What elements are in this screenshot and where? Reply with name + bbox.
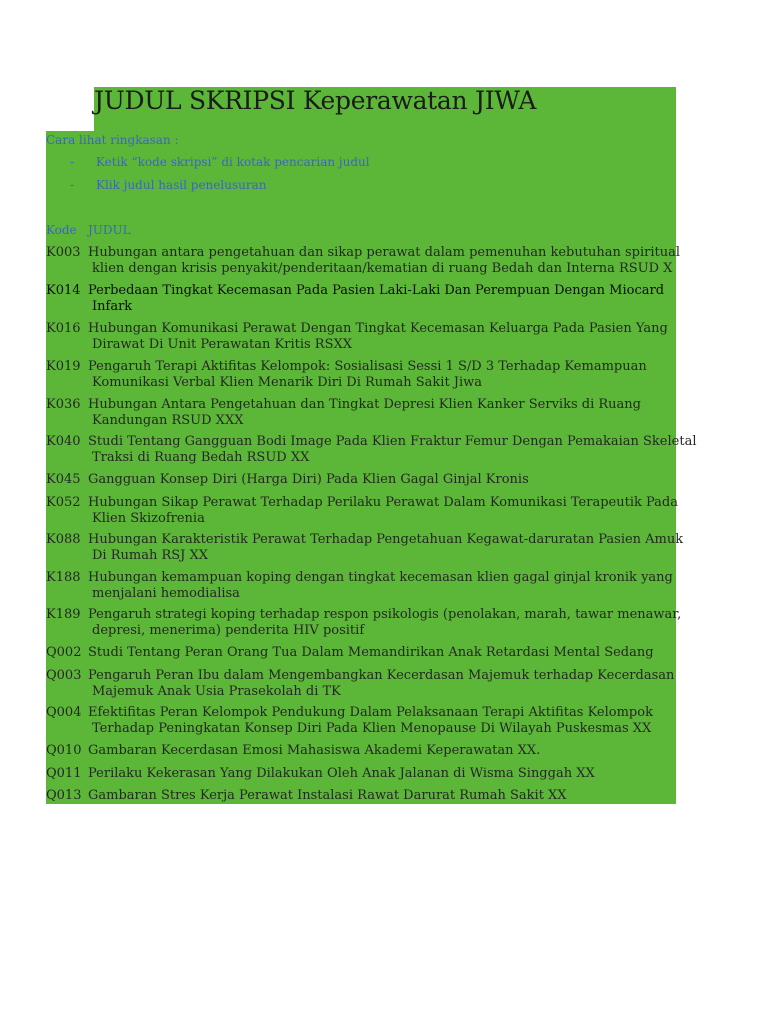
list-item[interactable]	[46, 705, 672, 736]
list-item[interactable]	[46, 570, 672, 601]
entry-title: Perilaku Kekerasan Yang Dilakukan Oleh Anak Jalanan di Wisma Singgah XX	[88, 766, 595, 781]
header-title: JUDUL	[88, 223, 131, 237]
entry-line2: Klien Skizofrenia	[92, 510, 205, 526]
list-item[interactable]	[46, 668, 675, 699]
entry-line2: klien dengan krisis penyakit/penderitaan/kematian di ruang Bedah dan Interna RSUD X	[92, 260, 673, 276]
entry-line2: Terhadap Peningkatan Konsep Diri Pada Klien Menopause Di Wilayah Puskesmas XX	[92, 720, 652, 736]
entry-line1	[46, 245, 680, 261]
list-item[interactable]	[46, 766, 672, 782]
instruction-step-text: Ketik “kode skripsi” di kotak pencarian judul	[96, 155, 370, 169]
entry-code: K003	[46, 245, 81, 260]
entry-code: K188	[46, 570, 81, 585]
entry-line1	[46, 283, 672, 299]
entry-title: Hubungan antara pengetahuan dan sikap perawat dalam pemenuhan kebutuhan spiritual	[88, 245, 680, 260]
entry-line2: Traksi di Ruang Bedah RSUD XX	[92, 449, 310, 465]
instruction-step: - Ketik “kode skripsi” di kotak pencarian judul	[70, 155, 370, 169]
list-item[interactable]	[46, 321, 672, 352]
entry-code: Q013	[46, 788, 82, 803]
instruction-step: - Klik judul hasil penelusuran	[70, 178, 267, 192]
entry-title: Gangguan Konsep Diri (Harga Diri) Pada Klien Gagal Ginjal Kronis	[88, 472, 529, 487]
entry-code: K014	[46, 283, 81, 298]
entry-line1	[46, 532, 684, 548]
entry-title: Efektifitas Peran Kelompok Pendukung Dalam Pelaksanaan Terapi Aktifitas Kelompok	[88, 705, 653, 720]
entry-code: Q003	[46, 668, 82, 683]
entry-title: Hubungan Antara Pengetahuan dan Tingkat Depresi Klien Kanker Serviks di Ruang	[88, 397, 641, 412]
entry-line1	[46, 495, 678, 511]
instruction-step-text: Klik judul hasil penelusuran	[96, 178, 267, 192]
list-item[interactable]	[46, 607, 682, 638]
entry-code: K019	[46, 359, 81, 374]
entry-line1	[46, 705, 672, 721]
table-header	[46, 223, 131, 237]
entry-line1	[46, 743, 672, 759]
entry-line2: depresi, menerima) penderita HIV positif	[92, 622, 365, 638]
entry-line1	[46, 472, 672, 488]
list-item[interactable]	[46, 245, 680, 276]
entry-title: Pengaruh strategi koping terhadap respon psikologis (penolakan, marah, tawar menawar,	[88, 607, 682, 622]
entry-line1	[46, 668, 675, 684]
entry-line2: Infark	[92, 298, 133, 314]
entry-line1	[46, 359, 672, 375]
list-item[interactable]	[46, 359, 672, 390]
entry-code: K088	[46, 532, 81, 547]
entry-line2: Komunikasi Verbal Klien Menarik Diri Di Rumah Sakit Jiwa	[92, 374, 483, 390]
list-item[interactable]	[46, 645, 672, 661]
list-item[interactable]	[46, 472, 672, 488]
entry-code: K045	[46, 472, 81, 487]
entry-line2: Kandungan RSUD XXX	[92, 412, 244, 428]
entry-line1	[46, 321, 672, 337]
entry-line2: Di Rumah RSJ XX	[92, 547, 209, 563]
entry-code: K052	[46, 495, 81, 510]
entry-title: Pengaruh Peran Ibu dalam Mengembangkan Kecerdasan Majemuk terhadap Kecerdasan	[88, 668, 675, 683]
list-item[interactable]	[46, 532, 684, 563]
instructions-heading: Cara lihat ringkasan :	[46, 133, 179, 147]
entry-line1	[46, 397, 672, 413]
highlight-block-body	[46, 131, 676, 804]
entry-line1	[46, 766, 672, 782]
entry-title: Hubungan Karakteristik Perawat Terhadap Pengetahuan Kegawat-daruratan Pasien Amuk	[88, 532, 684, 547]
entry-title: Hubungan Sikap Perawat Terhadap Perilaku Perawat Dalam Komunikasi Terapeutik Pada	[88, 495, 678, 510]
entry-code: K036	[46, 397, 81, 412]
entry-code: Q002	[46, 645, 82, 660]
entry-title: Gambaran Stres Kerja Perawat Instalasi Rawat Darurat Rumah Sakit XX	[88, 788, 567, 803]
entry-code: Q010	[46, 743, 82, 758]
entry-code: Q011	[46, 766, 82, 781]
header-code: Kode	[46, 223, 77, 237]
entry-title: Hubungan kemampuan koping dengan tingkat kecemasan klien gagal ginjal kronik yang	[88, 570, 673, 585]
list-item[interactable]	[46, 434, 697, 465]
entry-line1	[46, 434, 697, 450]
entry-line2: Majemuk Anak Usia Prasekolah di TK	[92, 683, 341, 699]
entry-line1	[46, 570, 672, 586]
entry-code: K040	[46, 434, 81, 449]
entry-code: Q004	[46, 705, 82, 720]
list-item[interactable]	[46, 788, 672, 804]
entry-title: Pengaruh Terapi Aktifitas Kelompok: Sosialisasi Sessi 1 S/D 3 Terhadap Kemampuan	[88, 359, 647, 374]
entry-line1	[46, 788, 672, 804]
entry-title: Studi Tentang Peran Orang Tua Dalam Memandirikan Anak Retardasi Mental Sedang	[88, 645, 654, 660]
entry-line2: Dirawat Di Unit Perawatan Kritis RSXX	[92, 336, 352, 352]
list-item[interactable]	[46, 743, 672, 759]
page-title: JUDUL SKRIPSI Keperawatan JIWA	[94, 86, 537, 115]
list-item[interactable]	[46, 397, 672, 428]
list-item[interactable]	[46, 283, 672, 314]
entry-code: K016	[46, 321, 81, 336]
entry-line1	[46, 607, 682, 623]
entry-line2: menjalani hemodialisa	[92, 585, 240, 601]
entry-title: Perbedaan Tingkat Kecemasan Pada Pasien Laki-Laki Dan Perempuan Dengan Miocard	[88, 283, 665, 298]
entry-code: K189	[46, 607, 81, 622]
entry-title: Hubungan Komunikasi Perawat Dengan Tingkat Kecemasan Keluarga Pada Pasien Yang	[88, 321, 668, 336]
entry-line1	[46, 645, 672, 661]
entry-title: Studi Tentang Gangguan Bodi Image Pada Klien Fraktur Femur Dengan Pemakaian Skeletal	[88, 434, 697, 449]
entry-title: Gambaran Kecerdasan Emosi Mahasiswa Akademi Keperawatan XX.	[88, 743, 541, 758]
list-item[interactable]	[46, 495, 678, 526]
